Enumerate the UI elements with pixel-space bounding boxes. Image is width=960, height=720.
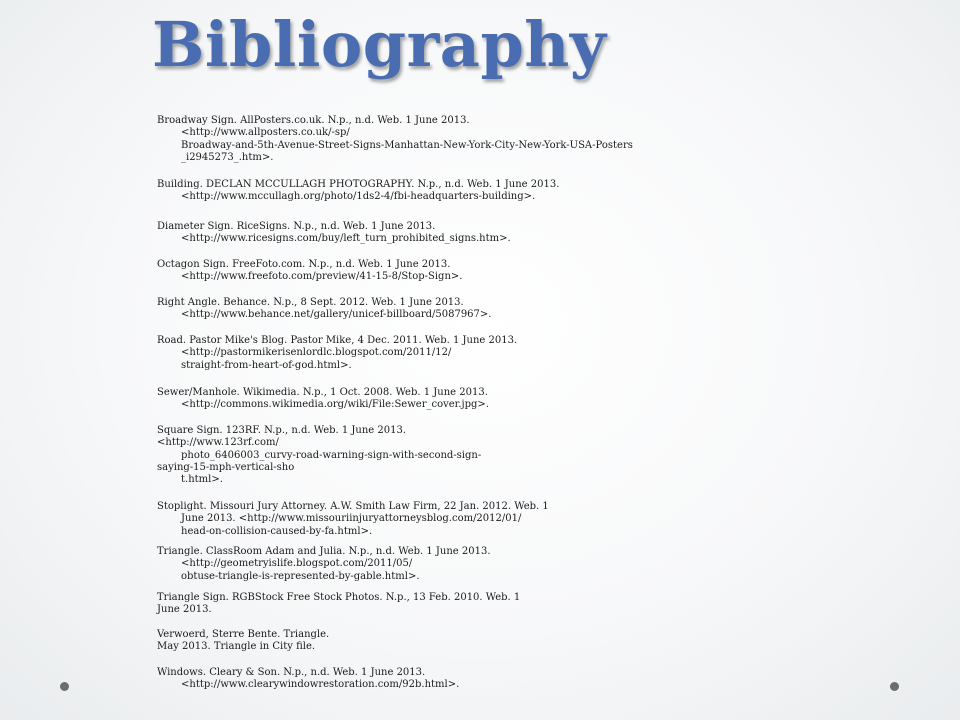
bibliography-entry <box>157 335 639 372</box>
bibliography-entry <box>157 179 639 204</box>
entry-line: saying-15-mph-vertical-sho <box>157 461 295 473</box>
slide-dot-right <box>890 682 899 691</box>
entry-line: May 2013. Triangle in City file. <box>157 641 316 653</box>
entry-line: Right Angle. Behance. N.p., 8 Sept. 2012. Web. 1 June 2013. <box>157 297 464 308</box>
entry-line: _i2945273_.htm>. <box>181 151 274 163</box>
bibliography-entry <box>157 115 639 164</box>
entry-line: <http://www.123rf.com/ <box>157 437 279 449</box>
entry-line: <http://www.ricesigns.com/buy/left_turn_prohibited_signs.htm>. <box>181 233 511 245</box>
entry-line: t.html>. <box>181 474 223 486</box>
entry-line: <http://www.mccullagh.org/photo/1ds2-4/fbi-headquarters-building>. <box>181 191 536 203</box>
entry-line: Sewer/Manhole. Wikimedia. N.p., 1 Oct. 2008. Web. 1 June 2013. <box>157 387 488 398</box>
slide-title: Bibliography <box>152 8 607 81</box>
entry-line: Triangle. ClassRoom Adam and Julia. N.p., n.d. Web. 1 June 2013. <box>157 546 491 557</box>
bibliography-entry <box>157 221 639 246</box>
entry-line: Stoplight. Missouri Jury Attorney. A.W. Smith Law Firm, 22 Jan. 2012. Web. 1 <box>157 501 549 512</box>
entry-line: <http://www.allposters.co.uk/-sp/ <box>181 127 350 139</box>
bibliography-entry <box>157 629 639 654</box>
bibliography-entry <box>157 297 639 322</box>
bibliography-entry <box>157 425 639 486</box>
entry-line: obtuse-triangle-is-represented-by-gable.html>. <box>181 570 420 582</box>
entry-line: <http://commons.wikimedia.org/wiki/File:Sewer_cover.jpg>. <box>181 399 489 411</box>
entry-line: June 2013. <box>157 604 212 616</box>
entry-line: Broadway Sign. AllPosters.co.uk. N.p., n.d. Web. 1 June 2013. <box>157 115 470 126</box>
entry-line: head-on-collision-caused-by-fa.html>. <box>181 525 373 537</box>
entry-line: Square Sign. 123RF. N.p., n.d. Web. 1 June 2013. <box>157 425 407 436</box>
entry-line: <http://geometryislife.blogspot.com/2011/05/ <box>181 558 413 570</box>
entry-line: photo_6406003_curvy-road-warning-sign-with-second-sign- <box>181 449 482 461</box>
entry-line: <http://pastormikerisenlordlc.blogspot.com/2011/12/ <box>181 347 452 359</box>
bibliography-entry <box>157 501 639 538</box>
bibliography-entry <box>157 259 639 284</box>
entry-line: Windows. Cleary & Son. N.p., n.d. Web. 1 June 2013. <box>157 667 426 678</box>
entry-line: Broadway-and-5th-Avenue-Street-Signs-Manhattan-New-York-City-New-York-USA-Posters <box>181 139 633 151</box>
entry-line: Building. DECLAN MCCULLAGH PHOTOGRAPHY. N.p., n.d. Web. 1 June 2013. <box>157 179 560 190</box>
entry-line: Diameter Sign. RiceSigns. N.p., n.d. Web. 1 June 2013. <box>157 221 436 232</box>
entry-line: <http://www.behance.net/gallery/unicef-billboard/5087967>. <box>181 309 492 321</box>
entry-line: <http://www.clearywindowrestoration.com/92b.html>. <box>181 679 460 691</box>
entry-line: Road. Pastor Mike's Blog. Pastor Mike, 4 Dec. 2011. Web. 1 June 2013. <box>157 335 518 346</box>
entry-line: Verwoerd, Sterre Bente. Triangle. <box>157 629 330 640</box>
entry-line: <http://www.freefoto.com/preview/41-15-8/Stop-Sign>. <box>181 271 463 283</box>
bibliography-entry <box>157 387 639 412</box>
bibliography-entry <box>157 667 639 692</box>
entry-line: Octagon Sign. FreeFoto.com. N.p., n.d. Web. 1 June 2013. <box>157 259 451 270</box>
entry-line: June 2013. <http://www.missouriinjuryattorneysblog.com/2012/01/ <box>181 513 522 525</box>
bibliography-entry <box>157 592 639 617</box>
slide-dot-left <box>60 682 69 691</box>
entry-line: straight-from-heart-of-god.html>. <box>181 359 352 371</box>
bibliography-entry <box>157 546 639 583</box>
entry-line: Triangle Sign. RGBStock Free Stock Photos. N.p., 13 Feb. 2010. Web. 1 <box>157 592 521 603</box>
